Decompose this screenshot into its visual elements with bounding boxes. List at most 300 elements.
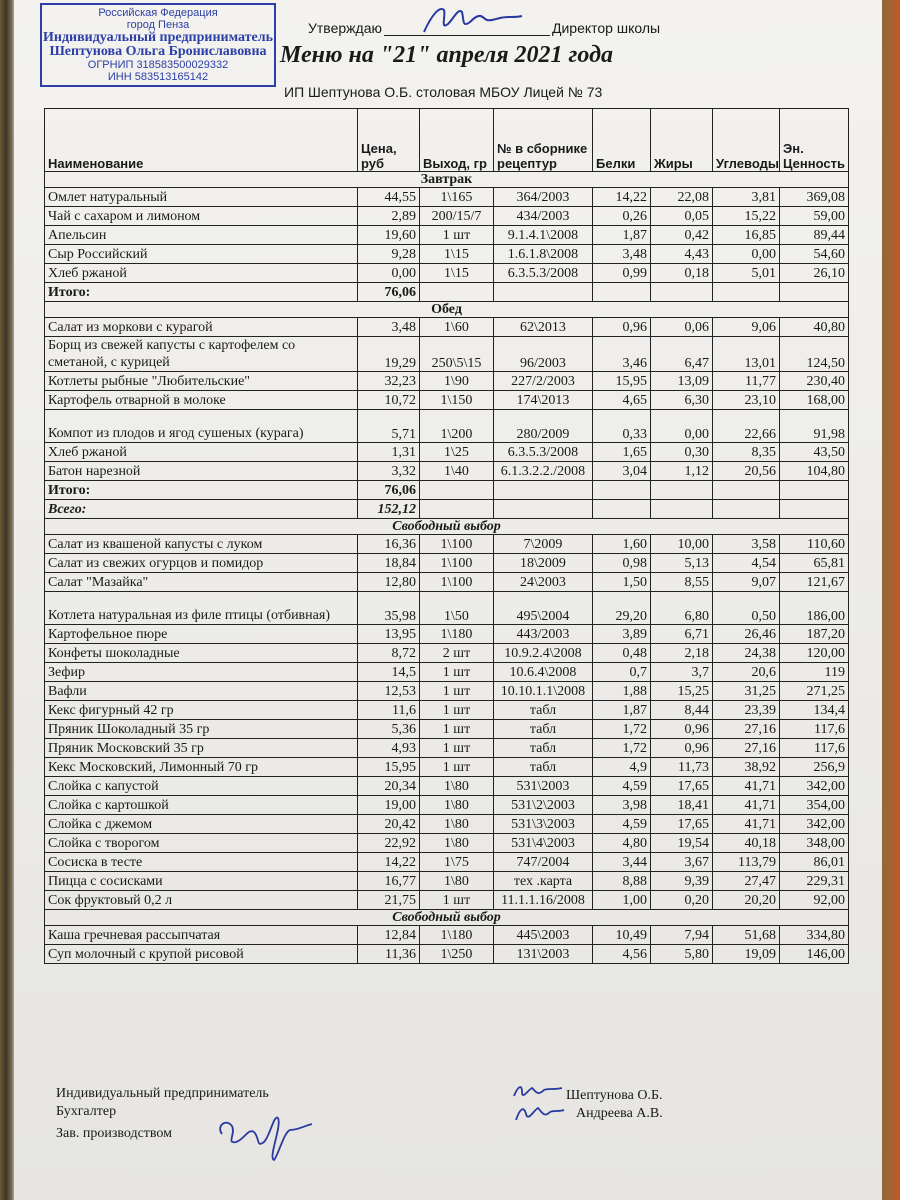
cell-energy: 26,10 xyxy=(780,264,849,283)
table-row xyxy=(45,625,849,644)
cell-fat: 3,67 xyxy=(651,853,713,872)
table-row xyxy=(45,391,849,410)
cell-price: 32,23 xyxy=(358,372,420,391)
table-row xyxy=(45,207,849,226)
cell-energy: 134,4 xyxy=(780,701,849,720)
cell-energy: 168,00 xyxy=(780,391,849,410)
cell-price: 15,95 xyxy=(358,758,420,777)
cell-fat: 22,08 xyxy=(651,188,713,207)
empty-cell xyxy=(494,500,593,519)
total-row xyxy=(45,500,849,519)
cell-recipe: 434/2003 xyxy=(494,207,593,226)
total-row xyxy=(45,283,849,302)
cell-price: 11,36 xyxy=(358,945,420,964)
cell-recipe: 6.1.3.2.2./2008 xyxy=(494,462,593,481)
cell-recipe: 10.6.4\2008 xyxy=(494,663,593,682)
cell-carbs: 24,38 xyxy=(713,644,780,663)
cell-protein: 4,59 xyxy=(593,815,651,834)
empty-cell xyxy=(651,481,713,500)
cell-price: 19,00 xyxy=(358,796,420,815)
empty-cell xyxy=(713,500,780,519)
cell-fat: 10,00 xyxy=(651,535,713,554)
cell-carbs: 13,01 xyxy=(713,337,780,372)
cell-yield: 1 шт xyxy=(420,682,494,701)
empty-cell xyxy=(651,500,713,519)
cell-recipe: 531\2003 xyxy=(494,777,593,796)
col-header-recipe: № в сборнике рецептур xyxy=(494,109,593,172)
table-row xyxy=(45,739,849,758)
cell-fat: 13,09 xyxy=(651,372,713,391)
cell-yield: 1 шт xyxy=(420,891,494,910)
cell-recipe: табл xyxy=(494,701,593,720)
cell-protein: 4,59 xyxy=(593,777,651,796)
cell-fat: 5,80 xyxy=(651,945,713,964)
cell-recipe: 9.1.4.1\2008 xyxy=(494,226,593,245)
cell-carbs: 27,16 xyxy=(713,720,780,739)
cell-protein: 0,48 xyxy=(593,644,651,663)
total-label: Всего: xyxy=(45,500,358,519)
cell-carbs: 38,92 xyxy=(713,758,780,777)
cell-protein: 3,98 xyxy=(593,796,651,815)
cell-fat: 4,43 xyxy=(651,245,713,264)
cell-yield: 1 шт xyxy=(420,758,494,777)
cell-yield: 1\50 xyxy=(420,592,494,625)
section-title: Завтрак xyxy=(45,172,849,188)
section-row xyxy=(45,910,849,926)
table-row xyxy=(45,701,849,720)
cell-carbs: 20,56 xyxy=(713,462,780,481)
production-signature xyxy=(212,1104,322,1166)
cell-energy: 146,00 xyxy=(780,945,849,964)
cell-recipe: 62\2013 xyxy=(494,318,593,337)
cell-protein: 0,7 xyxy=(593,663,651,682)
cell-yield: 1\15 xyxy=(420,245,494,264)
menu-table xyxy=(44,108,849,964)
cell-recipe: 24\2003 xyxy=(494,573,593,592)
cell-price: 3,32 xyxy=(358,462,420,481)
cell-fat: 6,47 xyxy=(651,337,713,372)
stamp-line: ИНН 583513165142 xyxy=(107,71,209,83)
cell-yield: 200/15/7 xyxy=(420,207,494,226)
cell-price: 12,53 xyxy=(358,682,420,701)
table-row xyxy=(45,226,849,245)
total-label: Итого: xyxy=(45,481,358,500)
cell-name: Картофельное пюре xyxy=(45,625,358,644)
table-row xyxy=(45,535,849,554)
cell-recipe: табл xyxy=(494,739,593,758)
section-row xyxy=(45,172,849,188)
cell-energy: 89,44 xyxy=(780,226,849,245)
cell-carbs: 0,50 xyxy=(713,592,780,625)
cell-protein: 0,26 xyxy=(593,207,651,226)
cell-carbs: 26,46 xyxy=(713,625,780,644)
cell-price: 2,89 xyxy=(358,207,420,226)
cell-name: Сыр Российский xyxy=(45,245,358,264)
cell-name: Пряник Московский 35 гр xyxy=(45,739,358,758)
cell-protein: 0,98 xyxy=(593,554,651,573)
empty-cell xyxy=(713,481,780,500)
cell-name: Слойка с картошкой xyxy=(45,796,358,815)
cell-price: 0,00 xyxy=(358,264,420,283)
cell-yield: 1\100 xyxy=(420,573,494,592)
section-title: Обед xyxy=(45,302,849,318)
cell-energy: 119 xyxy=(780,663,849,682)
cell-price: 19,60 xyxy=(358,226,420,245)
cell-price: 16,36 xyxy=(358,535,420,554)
cell-energy: 354,00 xyxy=(780,796,849,815)
table-row xyxy=(45,853,849,872)
cell-fat: 17,65 xyxy=(651,815,713,834)
cell-name: Вафли xyxy=(45,682,358,701)
cell-yield: 1 шт xyxy=(420,226,494,245)
cell-protein: 0,96 xyxy=(593,318,651,337)
cell-yield: 1 шт xyxy=(420,701,494,720)
cell-protein: 1,72 xyxy=(593,739,651,758)
cell-recipe: 531\4\2003 xyxy=(494,834,593,853)
total-value: 76,06 xyxy=(358,283,420,302)
cell-carbs: 27,47 xyxy=(713,872,780,891)
cell-protein: 29,20 xyxy=(593,592,651,625)
table-row xyxy=(45,945,849,964)
empty-cell xyxy=(651,283,713,302)
table-row xyxy=(45,891,849,910)
cell-carbs: 8,35 xyxy=(713,443,780,462)
cell-energy: 65,81 xyxy=(780,554,849,573)
cell-fat: 0,96 xyxy=(651,739,713,758)
cell-fat: 0,05 xyxy=(651,207,713,226)
cell-name: Слойка с джемом xyxy=(45,815,358,834)
cell-yield: 250\5\15 xyxy=(420,337,494,372)
cell-fat: 0,30 xyxy=(651,443,713,462)
total-label: Итого: xyxy=(45,283,358,302)
cell-energy: 117,6 xyxy=(780,720,849,739)
cell-energy: 342,00 xyxy=(780,815,849,834)
cell-price: 35,98 xyxy=(358,592,420,625)
director-signature xyxy=(418,4,528,38)
cell-name: Слойка с капустой xyxy=(45,777,358,796)
cell-carbs: 20,6 xyxy=(713,663,780,682)
empty-cell xyxy=(713,283,780,302)
cell-carbs: 41,71 xyxy=(713,815,780,834)
cell-energy: 124,50 xyxy=(780,337,849,372)
cell-price: 8,72 xyxy=(358,644,420,663)
cell-carbs: 41,71 xyxy=(713,796,780,815)
cell-yield: 1 шт xyxy=(420,663,494,682)
cell-price: 20,42 xyxy=(358,815,420,834)
cell-yield: 1\80 xyxy=(420,834,494,853)
cell-price: 4,93 xyxy=(358,739,420,758)
cell-fat: 9,39 xyxy=(651,872,713,891)
cell-price: 14,5 xyxy=(358,663,420,682)
cell-fat: 7,94 xyxy=(651,926,713,945)
table-row xyxy=(45,834,849,853)
cell-protein: 3,48 xyxy=(593,245,651,264)
cell-price: 13,95 xyxy=(358,625,420,644)
cell-price: 14,22 xyxy=(358,853,420,872)
cell-protein: 1,87 xyxy=(593,701,651,720)
cell-carbs: 15,22 xyxy=(713,207,780,226)
cell-energy: 348,00 xyxy=(780,834,849,853)
footer-signatures xyxy=(508,1082,568,1132)
total-value: 76,06 xyxy=(358,481,420,500)
cell-name: Компот из плодов и ягод сушеных (курага) xyxy=(45,410,358,443)
cell-name: Суп молочный с крупой рисовой xyxy=(45,945,358,964)
cell-name: Кекс фигурный 42 гр xyxy=(45,701,358,720)
table-row xyxy=(45,796,849,815)
cell-fat: 8,55 xyxy=(651,573,713,592)
table-row xyxy=(45,777,849,796)
cell-carbs: 3,58 xyxy=(713,535,780,554)
cell-name: Зефир xyxy=(45,663,358,682)
footer-production-label: Зав. производством xyxy=(56,1126,173,1141)
cell-recipe: 18\2009 xyxy=(494,554,593,573)
cell-name: Салат из моркови с курагой xyxy=(45,318,358,337)
stamp-line: Шептунова Ольга Брониславовна xyxy=(49,44,267,59)
page-title: Меню на "21" апреля 2021 года xyxy=(280,42,613,68)
empty-cell xyxy=(420,500,494,519)
approve-label: Утверждаю xyxy=(308,20,382,36)
empty-cell xyxy=(494,283,593,302)
cell-recipe: 96/2003 xyxy=(494,337,593,372)
table-row xyxy=(45,318,849,337)
cell-name: Конфеты шоколадные xyxy=(45,644,358,663)
cell-fat: 15,25 xyxy=(651,682,713,701)
stamp-line: Российская Федерация xyxy=(98,7,218,19)
cell-protein: 10,49 xyxy=(593,926,651,945)
cell-price: 3,48 xyxy=(358,318,420,337)
cell-fat: 0,42 xyxy=(651,226,713,245)
cell-carbs: 4,54 xyxy=(713,554,780,573)
cell-energy: 230,40 xyxy=(780,372,849,391)
table-row xyxy=(45,443,849,462)
cell-fat: 3,7 xyxy=(651,663,713,682)
cell-name: Кекс Московский, Лимонный 70 гр xyxy=(45,758,358,777)
section-title: Свободный выбор xyxy=(45,519,849,535)
cell-recipe: 1.6.1.8\2008 xyxy=(494,245,593,264)
table-row xyxy=(45,188,849,207)
cell-protein: 1,50 xyxy=(593,573,651,592)
cell-carbs: 3,81 xyxy=(713,188,780,207)
cell-protein: 3,46 xyxy=(593,337,651,372)
cell-name: Хлеб ржаной xyxy=(45,443,358,462)
cell-yield: 1 шт xyxy=(420,720,494,739)
cell-name: Хлеб ржаной xyxy=(45,264,358,283)
cell-energy: 186,00 xyxy=(780,592,849,625)
cell-price: 5,71 xyxy=(358,410,420,443)
cell-energy: 40,80 xyxy=(780,318,849,337)
cell-yield: 1\40 xyxy=(420,462,494,481)
cell-protein: 15,95 xyxy=(593,372,651,391)
cell-yield: 1\180 xyxy=(420,926,494,945)
cell-energy: 91,98 xyxy=(780,410,849,443)
cell-recipe: 364/2003 xyxy=(494,188,593,207)
cell-recipe: 495\2004 xyxy=(494,592,593,625)
col-header-name: Наименование xyxy=(45,109,358,172)
cell-carbs: 27,16 xyxy=(713,739,780,758)
cell-price: 1,31 xyxy=(358,443,420,462)
cell-energy: 92,00 xyxy=(780,891,849,910)
footer-accountant-name: Андреева А.В. xyxy=(576,1106,663,1121)
table-row xyxy=(45,554,849,573)
cell-yield: 1\100 xyxy=(420,554,494,573)
table-row xyxy=(45,337,849,372)
cell-protein: 4,56 xyxy=(593,945,651,964)
cell-energy: 54,60 xyxy=(780,245,849,264)
cell-price: 20,34 xyxy=(358,777,420,796)
col-header-yield: Выход, гр xyxy=(420,109,494,172)
table-row xyxy=(45,372,849,391)
cell-price: 11,6 xyxy=(358,701,420,720)
cell-energy: 104,80 xyxy=(780,462,849,481)
cell-energy: 342,00 xyxy=(780,777,849,796)
section-title: Свободный выбор xyxy=(45,910,849,926)
cell-name: Салат из свежих огурцов и помидор xyxy=(45,554,358,573)
cell-energy: 369,08 xyxy=(780,188,849,207)
director-label: Директор школы xyxy=(551,20,661,36)
cell-price: 5,36 xyxy=(358,720,420,739)
table-row xyxy=(45,245,849,264)
cell-carbs: 23,10 xyxy=(713,391,780,410)
cell-recipe: 227/2/2003 xyxy=(494,372,593,391)
cell-energy: 187,20 xyxy=(780,625,849,644)
cell-energy: 271,25 xyxy=(780,682,849,701)
cell-carbs: 20,20 xyxy=(713,891,780,910)
cell-recipe: 280/2009 xyxy=(494,410,593,443)
cell-energy: 120,00 xyxy=(780,644,849,663)
table-row xyxy=(45,592,849,625)
cell-protein: 1,72 xyxy=(593,720,651,739)
cell-name: Каша гречневая рассыпчатая xyxy=(45,926,358,945)
cell-protein: 0,33 xyxy=(593,410,651,443)
empty-cell xyxy=(593,500,651,519)
table-row xyxy=(45,815,849,834)
cell-name: Картофель отварной в молоке xyxy=(45,391,358,410)
stamp-line: Индивидуальный предприниматель xyxy=(42,30,273,45)
cell-carbs: 31,25 xyxy=(713,682,780,701)
cell-fat: 0,00 xyxy=(651,410,713,443)
footer-ip-label: Индивидуальный предприниматель xyxy=(56,1086,269,1101)
table-row xyxy=(45,758,849,777)
cell-yield: 1\15 xyxy=(420,264,494,283)
cell-recipe: 174\2013 xyxy=(494,391,593,410)
cell-price: 12,80 xyxy=(358,573,420,592)
stamp-line: ОГРНИП 318583500029332 xyxy=(87,59,229,71)
cell-fat: 19,54 xyxy=(651,834,713,853)
cell-yield: 1\150 xyxy=(420,391,494,410)
col-header-protein: Белки xyxy=(593,109,651,172)
cell-protein: 1,65 xyxy=(593,443,651,462)
cell-name: Котлеты рыбные "Любительские" xyxy=(45,372,358,391)
cell-recipe: 443/2003 xyxy=(494,625,593,644)
cell-yield: 1\100 xyxy=(420,535,494,554)
cell-carbs: 40,18 xyxy=(713,834,780,853)
cell-energy: 229,31 xyxy=(780,872,849,891)
table-row xyxy=(45,573,849,592)
table-row xyxy=(45,720,849,739)
col-header-price: Цена, руб xyxy=(358,109,420,172)
cell-fat: 0,96 xyxy=(651,720,713,739)
cell-protein: 0,99 xyxy=(593,264,651,283)
cell-fat: 11,73 xyxy=(651,758,713,777)
cell-fat: 8,44 xyxy=(651,701,713,720)
empty-cell xyxy=(593,283,651,302)
cell-fat: 17,65 xyxy=(651,777,713,796)
cell-price: 18,84 xyxy=(358,554,420,573)
cell-fat: 2,18 xyxy=(651,644,713,663)
table-row xyxy=(45,264,849,283)
cell-yield: 1\250 xyxy=(420,945,494,964)
cell-protein: 1,00 xyxy=(593,891,651,910)
cell-recipe: 445\2003 xyxy=(494,926,593,945)
table-row xyxy=(45,682,849,701)
cell-fat: 6,30 xyxy=(651,391,713,410)
cell-energy: 334,80 xyxy=(780,926,849,945)
cell-energy: 43,50 xyxy=(780,443,849,462)
cell-name: Пицца с сосисками xyxy=(45,872,358,891)
cell-name: Салат "Мазайка" xyxy=(45,573,358,592)
cell-recipe: табл xyxy=(494,758,593,777)
empty-cell xyxy=(780,283,849,302)
cell-name: Батон нарезной xyxy=(45,462,358,481)
cell-carbs: 41,71 xyxy=(713,777,780,796)
cell-recipe: 747/2004 xyxy=(494,853,593,872)
cell-protein: 8,88 xyxy=(593,872,651,891)
empty-cell xyxy=(494,481,593,500)
cell-carbs: 23,39 xyxy=(713,701,780,720)
cell-yield: 2 шт xyxy=(420,644,494,663)
cell-yield: 1\25 xyxy=(420,443,494,462)
cell-price: 21,75 xyxy=(358,891,420,910)
cell-energy: 256,9 xyxy=(780,758,849,777)
cell-name: Апельсин xyxy=(45,226,358,245)
cell-protein: 4,9 xyxy=(593,758,651,777)
cell-fat: 6,80 xyxy=(651,592,713,625)
cell-protein: 1,88 xyxy=(593,682,651,701)
col-header-carbs: Углеводы xyxy=(713,109,780,172)
cell-yield: 1\200 xyxy=(420,410,494,443)
cell-yield: 1\80 xyxy=(420,796,494,815)
empty-cell xyxy=(593,481,651,500)
cell-protein: 4,65 xyxy=(593,391,651,410)
col-header-fat: Жиры xyxy=(651,109,713,172)
cell-carbs: 11,77 xyxy=(713,372,780,391)
table-row xyxy=(45,462,849,481)
cell-carbs: 9,06 xyxy=(713,318,780,337)
empty-cell xyxy=(780,481,849,500)
cell-name: Котлета натуральная из филе птицы (отбивная) xyxy=(45,592,358,625)
cell-recipe: 531\3\2003 xyxy=(494,815,593,834)
cell-protein: 14,22 xyxy=(593,188,651,207)
table-row xyxy=(45,926,849,945)
cell-fat: 0,18 xyxy=(651,264,713,283)
cell-fat: 1,12 xyxy=(651,462,713,481)
table-row xyxy=(45,644,849,663)
cell-name: Пряник Шоколадный 35 гр xyxy=(45,720,358,739)
cell-carbs: 0,00 xyxy=(713,245,780,264)
cell-carbs: 19,09 xyxy=(713,945,780,964)
cell-recipe: тех .карта xyxy=(494,872,593,891)
cell-name: Сок фруктовый 0,2 л xyxy=(45,891,358,910)
cell-name: Омлет натуральный xyxy=(45,188,358,207)
section-row xyxy=(45,302,849,318)
cell-carbs: 51,68 xyxy=(713,926,780,945)
table-row xyxy=(45,663,849,682)
empty-cell xyxy=(420,283,494,302)
cell-name: Борщ из свежей капусты с картофелем со сметаной, с курицей xyxy=(45,337,358,372)
cell-yield: 1\60 xyxy=(420,318,494,337)
cell-name: Чай с сахаром и лимоном xyxy=(45,207,358,226)
cell-price: 9,28 xyxy=(358,245,420,264)
